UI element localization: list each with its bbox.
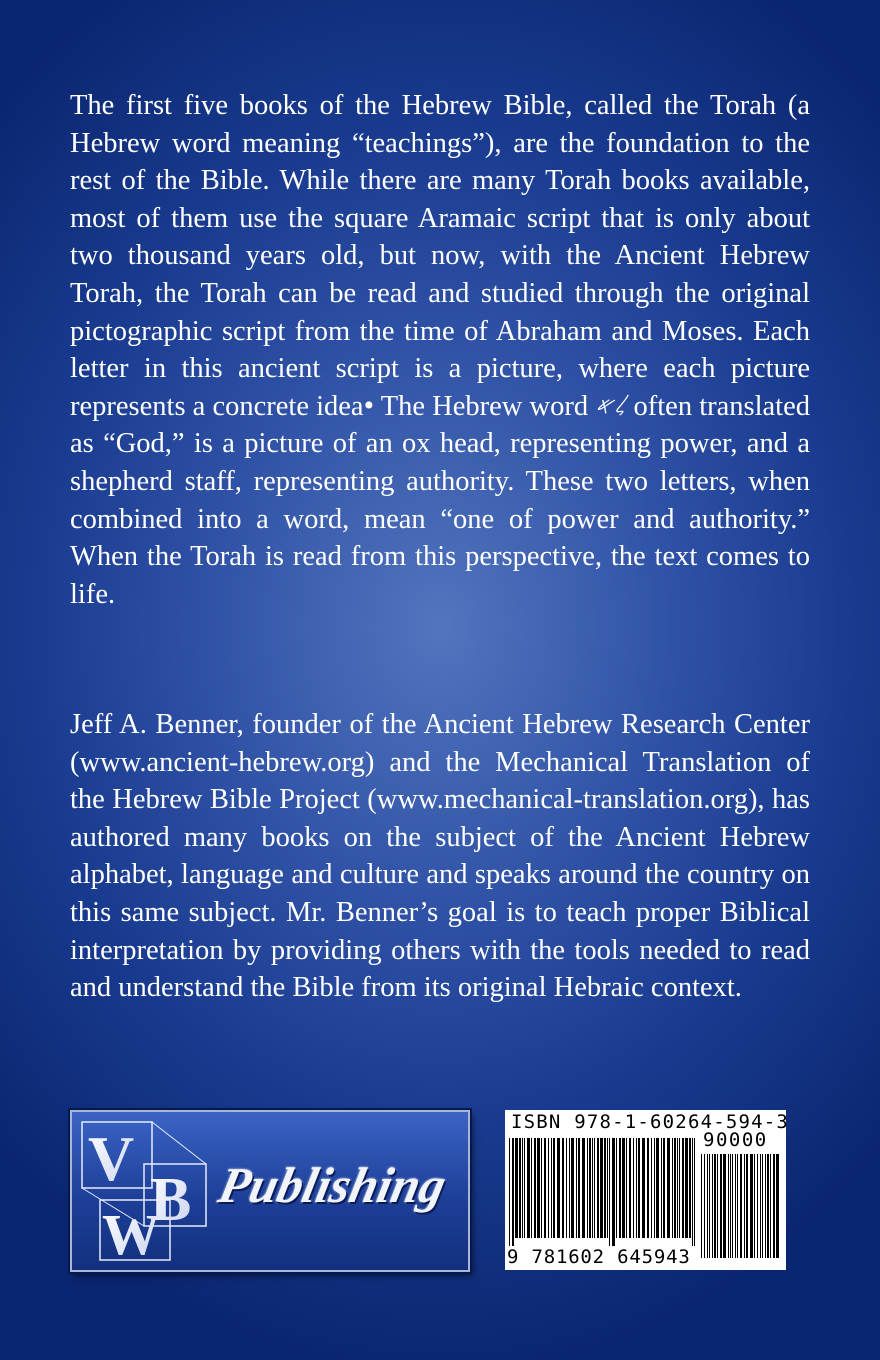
barcode-bar [622,1138,625,1238]
barcode-bar [750,1154,753,1258]
barcode-bar [746,1154,748,1258]
ancient-hebrew-word: 𐤋𐤀 [595,391,627,420]
barcode-bar [636,1138,637,1238]
barcode-bar [571,1138,574,1238]
barcode-bar [607,1138,608,1238]
barcode-bar [730,1154,731,1258]
barcode-bar [604,1138,606,1238]
barcode-bar [656,1138,659,1238]
barcode-bar [515,1138,518,1238]
barcode-bar [757,1154,758,1258]
barcode-bar [765,1154,766,1258]
barcode-bar [616,1138,617,1238]
publisher-name: Publishing [214,1157,452,1213]
barcode-bar [548,1138,549,1238]
barcode-bar [527,1138,530,1238]
barcode-bar [694,1138,695,1246]
barcode-bar [720,1154,722,1258]
barcode-bar [633,1138,634,1238]
barcode-bar [728,1154,729,1258]
barcode-bar [672,1138,673,1238]
author-bio: Jeff A. Benner, founder of the Ancient Hebrew Research Center (www.ancient-hebrew.org) and the Mechanical Translation of the Hebrew Bible Project (www.mechanical-translation.org), has authored many books on the subject of the Ancient Hebrew alphabet, language and culture and speaks around the country on this same subject. Mr. Benner’s goal is to teach proper Biblical interpretation by providing others with the tools needed to read and understand the Bible from its original Hebraic context. [70,709,810,1004]
svg-text:V: V [88,1123,135,1194]
barcode-bar [773,1154,775,1258]
barcode-bar [534,1138,536,1238]
barcode-bar [592,1138,593,1238]
barcode-bar [589,1138,591,1238]
vbw-monogram-icon [78,1116,228,1266]
barcode-bar [667,1138,670,1238]
barcode-bar [553,1138,555,1238]
barcode-bar [519,1138,521,1238]
barcode-bar [557,1138,560,1238]
barcode-bar [642,1138,645,1238]
barcode-bar [619,1138,621,1238]
publisher-logo [70,1110,470,1272]
isbn-label: ISBN 978-1-60264-594-3 [511,1111,790,1133]
barcode-bar [692,1138,693,1246]
barcode-bar [677,1138,678,1238]
barcode-bar [587,1138,588,1238]
barcode-bar [629,1138,631,1238]
barcode-bar [704,1154,705,1258]
barcode-bar [638,1138,640,1238]
barcode-bar [689,1138,691,1238]
barcode-bar [578,1138,580,1238]
barcode-bar [537,1138,540,1238]
barcode-bar [531,1138,532,1238]
barcode-bar [626,1138,627,1238]
addon-bars [701,1154,781,1266]
barcode-bar [582,1138,585,1238]
ean-digits: 9 781602 645943 [507,1246,691,1268]
barcode-bar [594,1138,595,1238]
back-cover-blurb [70,87,810,613]
isbn-barcode [505,1110,790,1270]
barcode-bar [522,1138,523,1238]
barcode-bar [723,1154,726,1258]
barcode-bar [647,1138,649,1238]
svg-text:W: W [102,1202,160,1266]
barcode-bar [712,1154,713,1258]
blurb-mark: • [363,388,375,422]
barcode-bar [609,1138,610,1246]
price-code: 90000 [703,1129,768,1151]
barcode-bar [767,1154,769,1258]
blurb-text-part-2: The Hebrew word [374,390,596,422]
barcode-bar [685,1138,688,1238]
barcode-bar [569,1138,570,1238]
barcode-bar [701,1154,702,1258]
barcode-bar [740,1154,742,1258]
barcode-bar [541,1138,542,1238]
svg-text:B: B [150,1166,192,1234]
barcode-bar [663,1138,665,1238]
barcode-bar [551,1138,552,1238]
barcode-bar [732,1154,733,1258]
barcode-bar [576,1138,577,1238]
barcode-bar [770,1154,771,1258]
barcode-bar [760,1154,761,1258]
barcode-bar [707,1154,708,1258]
barcode-bar [600,1138,603,1238]
barcode-bar [651,1138,652,1238]
barcode-bar [674,1138,676,1238]
barcode-bar [597,1138,599,1238]
barcode-bar [762,1154,763,1258]
barcode-bar [562,1138,564,1238]
barcode-bar [737,1154,738,1258]
barcode-bar [509,1138,510,1246]
barcode-bar [717,1154,718,1258]
barcode-bar [744,1154,745,1258]
barcode-bar [544,1138,546,1238]
barcode-bar [654,1138,655,1238]
barcode-bar [512,1138,514,1246]
barcode-bar [679,1138,680,1238]
barcode-bar [754,1154,755,1258]
barcode-bar [682,1138,684,1238]
barcode-bar [524,1138,525,1238]
blurb-text-part-3: often translated as “God,” is a picture of an ox head, representing power, and a shepherd staff, representing authority. These two letters, when combined into a word, mean “one of power and authority.” When the Torah is read from this perspective, the text comes to life. [70,390,810,610]
barcode-bar [612,1138,615,1246]
barcode-bar [714,1154,716,1258]
barcode-bar [566,1138,567,1238]
barcode-bar [661,1138,662,1238]
blurb-text-part-1: The first five books of the Hebrew Bible, called the Torah (a Hebrew word meaning “teachings”), are the foundation to the rest of the Bible. While there are many Torah books available, most of them use the square Aramaic script that is only about two thousand years old, but now, with the Ancient Hebrew Torah, the Torah can be read and studied through the original pictographic script from the time of Abraham and Moses. Each letter in this ancient script is a picture, where each picture represents a concrete idea [70,90,810,422]
barcode-bar [735,1154,736,1258]
ean-bars [509,1138,695,1246]
barcode-bar [776,1154,779,1258]
barcode-bar [709,1154,710,1258]
